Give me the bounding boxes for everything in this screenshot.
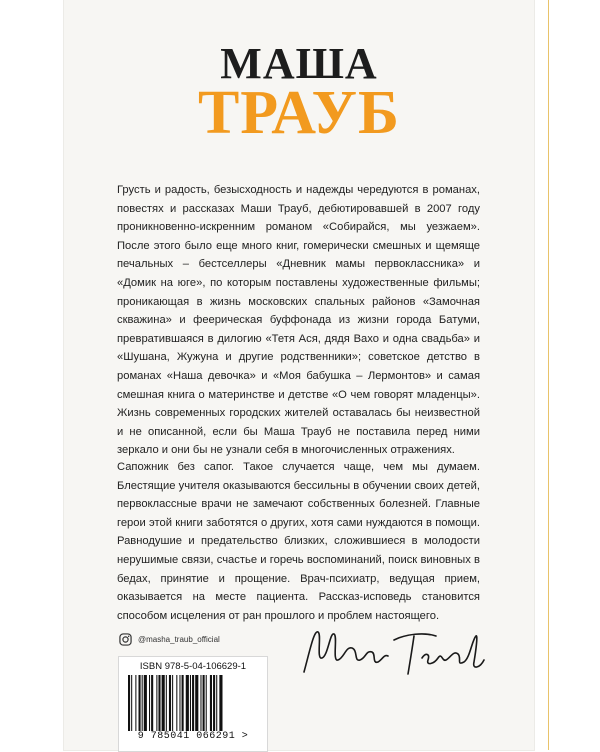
author-last-name: ТРАУБ (197, 79, 401, 147)
barcode (127, 675, 259, 731)
social-handle: @masha_traub_official (138, 634, 220, 644)
back-cover (64, 0, 534, 750)
author-first-name: МАША (220, 39, 378, 88)
isbn-number: ISBN 978-5-04-106629-1 (139, 661, 247, 672)
blurb-paragraph-1: Грусть и радость, безысходность и надежды чередуются в романах, повестях и рассказах Маши Трауб, дебютировавшей в 2007 году проникновенно-искренним романом «Собирайся, мы уезжаем». После этого было еще много книг, гомерически смешных и щемяще печальных – бестселлеры «Дневник мамы первоклассника» и «Домик на юге», по которым поставлены художественные фильмы; проникающая в жизнь московских спальных районов «Замочная скважина» и феерическая буффонада из жизни города Батуми, превратившаяся в дилогию «Тетя Ася, дядя Вахо и одна свадьба» и «Шушана, Жужуна и другие родственники»; советское детство в романах «Наша девочка» и «Моя бабушка – Лермонтов» и самая смешная книга о материнстве и детстве «О чем говорят младенцы». Жизнь современных городских жителей оставалась бы неизвестной и не описанной, если бы Маша Трауб не поставила перед ними зеркало и они бы не узнали себя в многочисленных отражениях. (117, 184, 480, 457)
blurb-paragraph-2: Сапожник без сапог. Такое случается чаще, чем мы думаем. Блестящие учителя оказываются бессильны в обучении своих детей, первоклассные врачи не замечают собственных болезней. Главные герои этой книги заботятся о других, хотя сами нуждаются в помощи. Равнодушие и предательство близких, сложившиеся в молодости нерушимые связи, счастье и горечь воспоминаний, поиск виновных в бедах, принятие и прощение. Врач-психиатр, ведущая прием, оказывается на месте пациента. Рассказ-исповедь становится способом исцеления от ран прошлого и проблем настоящего. (117, 461, 480, 622)
cover-edge (548, 0, 549, 750)
barcode-digits: 9 785041 066291 > (137, 731, 249, 742)
social-handle-row (119, 631, 220, 647)
instagram-icon (119, 633, 132, 646)
isbn-barcode-block (118, 656, 268, 752)
author-signature (296, 610, 496, 690)
